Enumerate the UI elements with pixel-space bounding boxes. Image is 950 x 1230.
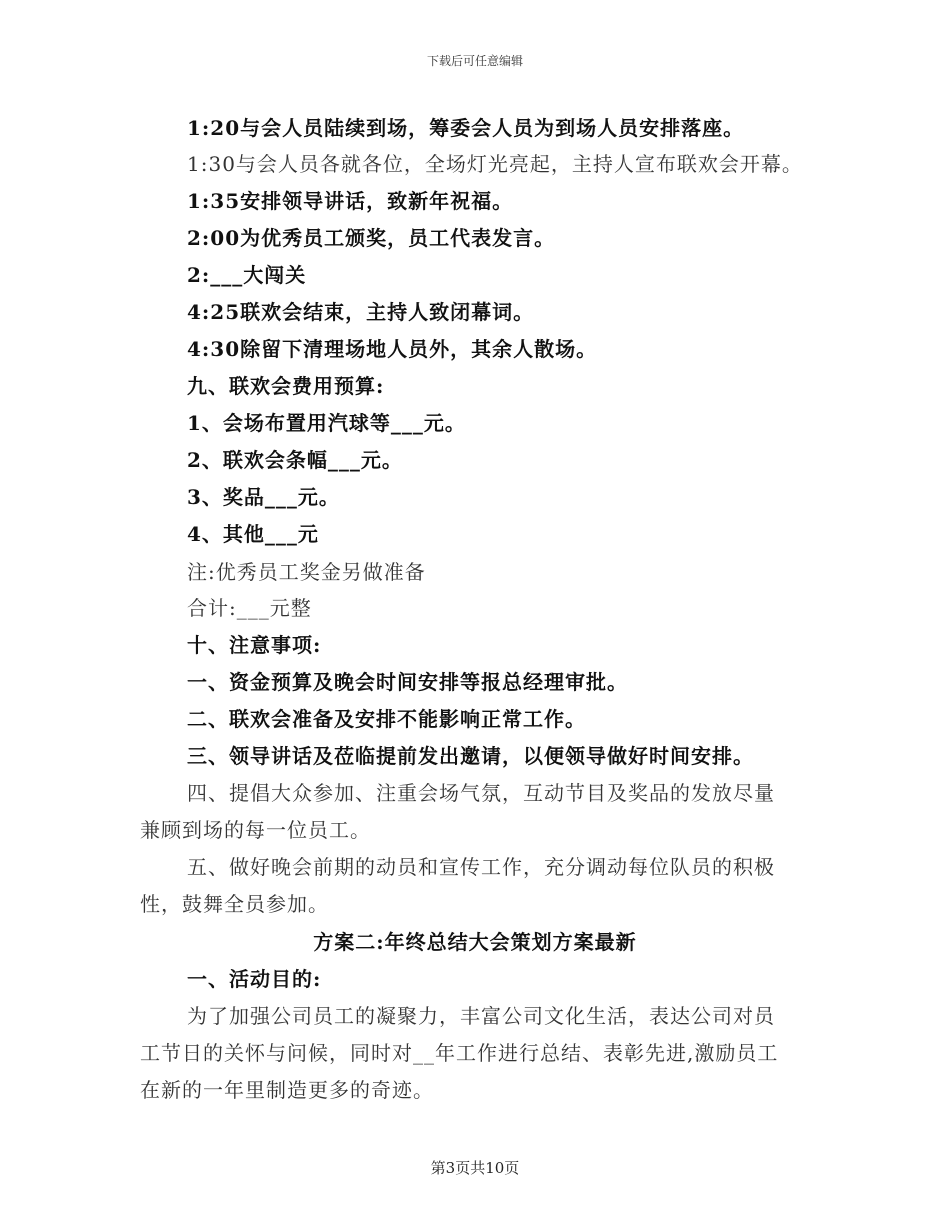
budget-item: 4、其他___元: [187, 522, 319, 546]
schedule-item: 2:00为优秀员工颁奖，员工代表发言。: [187, 226, 556, 250]
schedule-item: 1:30与会人员各就各位，全场灯光亮起，主持人宣布联欢会开幕。: [187, 152, 803, 176]
notice-item: 二、联欢会准备及安排不能影响正常工作。: [187, 707, 586, 731]
notice-item-4-line1: 四、提倡大众参加、注重会场气氛，互动节目及奖品的发放尽量: [187, 781, 775, 805]
notice-item-4-line2: 兼顾到场的每一位员工。: [140, 818, 371, 842]
plan2-title: 方案二:年终总结大会策划方案最新: [313, 930, 637, 954]
budget-total: 合计:___元整: [187, 596, 312, 620]
budget-item: 1、会场布置用汽球等___元。: [187, 411, 466, 435]
budget-note: 注:优秀员工奖金另做准备: [187, 560, 426, 584]
schedule-item: 2:___大闯关: [187, 263, 307, 287]
schedule-item: 1:20与会人员陆续到场，筹委会人员为到场人员安排落座。: [187, 116, 745, 140]
notice-item-5-line2: 性，鼓舞全员参加。: [140, 892, 329, 916]
budget-item: 3、奖品___元。: [187, 485, 340, 509]
schedule-item: 4:25联欢会结束，主持人致闭幕词。: [187, 300, 535, 324]
notice-item: 三、领导讲话及莅临提前发出邀请，以便领导做好时间安排。: [187, 744, 754, 768]
plan2-paragraph-line2: 工节日的关怀与问候，同时对__年工作进行总结、表彰先进,激励员工: [140, 1041, 779, 1065]
plan2-paragraph-line3: 在新的一年里制造更多的奇迹。: [140, 1078, 434, 1102]
notice-item: 一、资金预算及晚会时间安排等报总经理审批。: [187, 670, 628, 694]
notices-heading: 十、注意事项:: [187, 633, 322, 657]
budget-heading: 九、联欢会费用预算:: [187, 374, 385, 398]
budget-item: 2、联欢会条幅___元。: [187, 448, 403, 472]
plan2-section-heading: 一、活动目的:: [187, 967, 322, 991]
notice-item-5-line1: 五、做好晚会前期的动员和宣传工作，充分调动每位队员的积极: [187, 855, 775, 879]
schedule-item: 4:30除留下清理场地人员外，其余人散场。: [187, 337, 598, 361]
schedule-item: 1:35安排领导讲话，致新年祝福。: [187, 189, 514, 213]
page-header: 下载后可任意编辑: [426, 54, 523, 68]
page-number: 第3页共10页: [430, 1159, 520, 1177]
plan2-paragraph-line1: 为了加强公司员工的凝聚力，丰富公司文化生活，表达公司对员: [187, 1004, 775, 1028]
